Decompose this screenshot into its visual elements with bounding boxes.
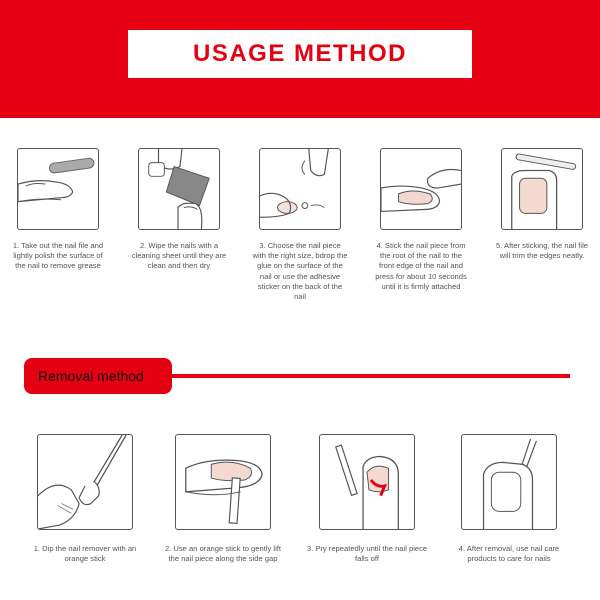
usage-step-4-text: 4. Stick the nail piece from the root of the nail to the front edge of the nail and press for about 10 seconds until it is firmly attached <box>375 241 467 291</box>
orange-stick-icon <box>175 434 271 530</box>
removal-step-1-text: 1. Dip the nail remover with an orange stick <box>33 544 137 564</box>
usage-step-2 <box>129 148 229 272</box>
usage-step-1-text: 1. Take out the nail file and lightly polish the surface of the nail to remove grease <box>12 241 104 271</box>
removal-step-4-text: 4. After removal, use nail care products to care for nails <box>458 544 560 564</box>
removal-step-3 <box>306 434 428 564</box>
removal-heading <box>24 358 172 394</box>
removal-step-1 <box>24 434 146 564</box>
press-nail-icon <box>380 148 462 230</box>
title-box <box>128 30 472 78</box>
cleaning-sheet-icon <box>138 148 220 230</box>
removal-heading-text: Removal method <box>38 368 144 384</box>
usage-step-5 <box>492 148 592 261</box>
nail-file-polish-icon <box>17 148 99 230</box>
usage-step-3 <box>250 148 350 302</box>
nail-remover-icon <box>37 434 133 530</box>
page-title: USAGE METHOD <box>192 40 407 67</box>
glue-drop-icon <box>259 148 341 230</box>
usage-banner <box>0 0 600 118</box>
usage-step-1 <box>8 148 108 272</box>
usage-step-2-text: 2. Wipe the nails with a cleaning sheet until they are clean and then dry <box>131 241 227 271</box>
removal-step-4 <box>448 434 570 564</box>
removal-step-2-text: 2. Use an orange stick to gently lift the nail piece along the side gap <box>164 544 282 564</box>
removal-step-3-text: 3. Pry repeatedly until the nail piece falls off <box>306 544 428 564</box>
usage-step-5-text: 5. After sticking, the nail file will trim the edges neatly. <box>495 241 588 261</box>
trim-edges-icon <box>501 148 583 230</box>
usage-step-3-text: 3. Choose the nail piece with the right size, bdrop the glue on the surface of the nail or use the adhesive sticker on the back of the nail <box>252 241 348 302</box>
usage-step-4 <box>371 148 471 292</box>
removal-divider-line <box>172 374 570 378</box>
nail-care-icon <box>461 434 557 530</box>
removal-step-2 <box>162 434 284 564</box>
pry-nail-icon <box>319 434 415 530</box>
